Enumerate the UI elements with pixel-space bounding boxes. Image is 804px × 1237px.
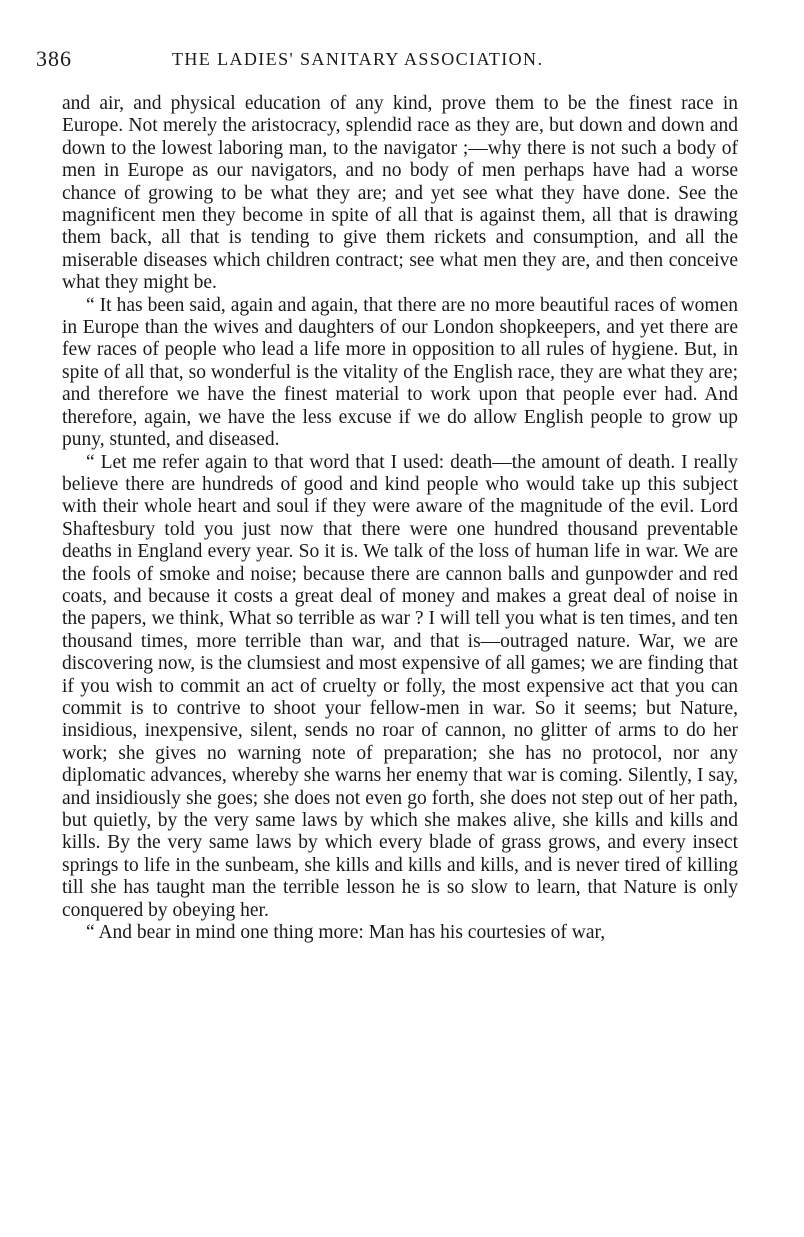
running-title: THE LADIES' SANITARY ASSOCIATION. xyxy=(172,49,544,69)
paragraph: “ Let me refer again to that word that I used: death—the amount of death. I really believe there are hundreds of good and kind people who would take up this subject with their whole heart and soul if they were aware of the magnitude of the evil. Lord Shaftesbury told you just now that there were one hundred thousand preventable deaths in England every year. So it is. We talk of the loss of human life in war. We are the fools of smoke and noise; because there are cannon balls and gunpowder and red coats, and because it costs a great deal of money and makes a great deal of noise in the papers, we think, What so terrible as war ? I will tell you what is ten times, and ten thousand times, more terrible than war, and that is—outraged nature. War, we are discovering now, is the clumsiest and most expensive of all games; we are finding that if you wish to commit an act of cruelty or folly, the most expensive act that you can commit is to contrive to shoot your fellow-men in war. So it seems; but Nature, insidious, inexpensive, silent, sends no roar of cannon, no glitter of arms to do her work; she gives no warning note of preparation; she has no protocol, nor any diplomatic advances, whereby she warns her enemy that war is coming. Silently, I say, and insidiously she goes; she does not even go forth, she does not step out of her path, but quietly, by the very same laws by which she makes alive, she kills and kills and kills. By the very same laws by which every blade of grass grows, and every insect springs to life in the sunbeam, she kills and kills and kills, and is never tired of killing till she has taught man the terrible lesson he is so slow to learn, that Nature is only conquered by obeying her. xyxy=(62,451,738,921)
paragraph: and air, and physical education of any kind, prove them to be the finest race in Europe. Not merely the aristocracy, splendid race as they are, but down and down and down to the lowest laboring man, to the navigator ;—why there is not such a body of men in Europe as our navigators, and no body of men perhaps have had a worse chance of growing to be what they are; and yet see what they have done. See the magnificent men they become in spite of all that is against them, all that is drawing them back, all that is tending to give them rickets and consumption, and all the miserable diseases which children contract; see what men they are, and then conceive what they might be. xyxy=(62,93,738,294)
paragraph: “ And bear in mind one thing more: Man has his courtesies of war, xyxy=(86,922,606,944)
paragraph: “ It has been said, again and again, that there are no more beautiful races of women in Europe than the wives and daughters of our London shopkeepers, and yet there are few races of people who lead a life more in opposition to all rules of hygiene. But, in spite of all that, so wonderful is the vitality of the English race, they are what they are; and therefore we have the finest material to work upon that people ever had. And therefore, again, we have the less excuse if we do allow English people to grow up puny, stunted, and diseased. xyxy=(62,294,738,451)
page-number: 386 xyxy=(36,46,72,71)
body-text xyxy=(62,93,738,944)
page-header xyxy=(36,46,776,80)
